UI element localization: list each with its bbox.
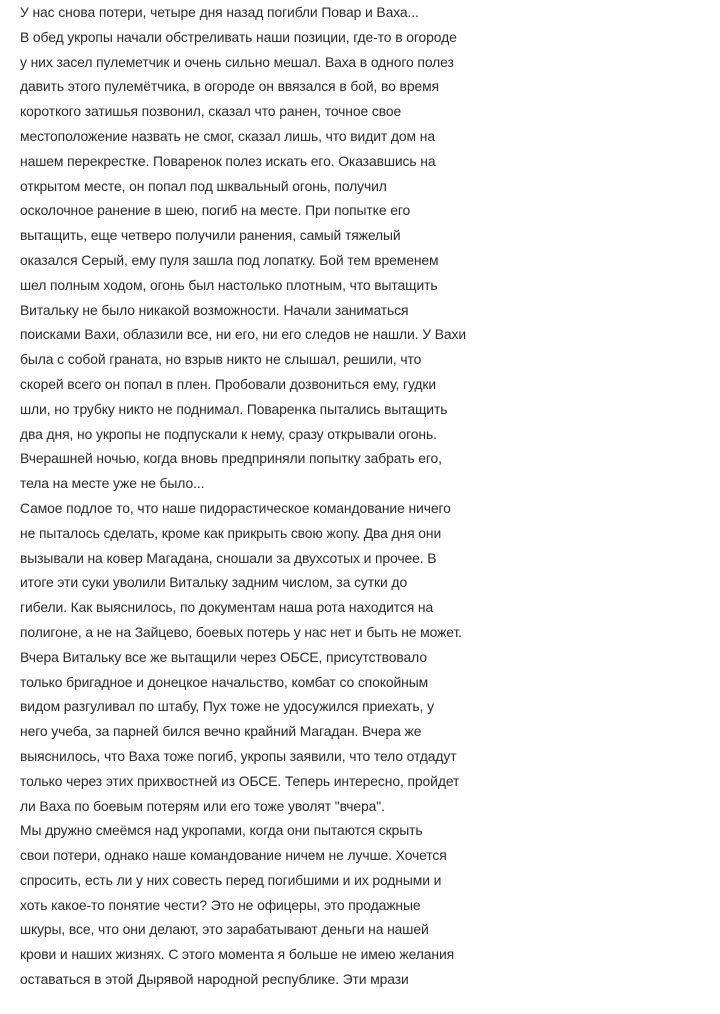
text-line: давить этого пулемётчика, в огороде он ввязался в бой, во время	[20, 78, 439, 95]
text-line: была с собой граната, но взрыв никто не слышал, решили, что	[20, 351, 422, 368]
text-line: вытащить, еще четверо получили ранения, самый тяжелый	[20, 227, 401, 244]
text-line: Вчерашней ночью, когда вновь предприняли попытку забрать его,	[20, 450, 442, 467]
text-line: крови и наших жизнях. С этого момента я больше не имею желания	[20, 946, 455, 963]
text-line: только через этих прихвостней из ОБСЕ. Теперь интересно, пройдет	[20, 772, 460, 789]
text-line: скорей всего он попал в плен. Пробовали дозвониться ему, гудки	[20, 375, 437, 392]
text-line: тела на месте уже не было...	[20, 475, 205, 492]
text-line: открытом месте, он попал под шквальный огонь, получил	[20, 177, 387, 194]
text-line: осколочное ранение в шею, погиб на месте. При попытке его	[20, 202, 411, 219]
text-line: не пыталось сделать, кроме как прикрыть свою жопу. Два дня они	[20, 524, 442, 541]
text-line: оказался Серый, ему пуля зашла под лопатку. Бой тем временем	[20, 251, 439, 268]
text-line: поисками Вахи, облазили все, ни его, ни его следов не нашли. У Вахи	[20, 326, 467, 343]
text-line: два дня, но укропы не подпускали к нему, сразу открывали огонь.	[20, 425, 437, 442]
text-line: У нас снова потери, четыре дня назад погибли Повар и Ваха...	[20, 4, 419, 20]
text-line: полигоне, а не на Зайцево, боевых потерь у нас нет и быть не может.	[20, 623, 462, 640]
text-line: шкуры, все, что они делают, это зарабатывают деньги на нашей	[20, 921, 429, 938]
text-line: Мы дружно смеёмся над укропами, когда они пытаются скрыть	[20, 822, 423, 839]
text-line: Вчера Витальку все же вытащили через ОБСЕ, присутствовало	[20, 648, 427, 665]
text-line: вызывали на ковер Магадана, сношали за двухсотых и прочее. В	[20, 549, 437, 566]
text-line: итоге эти суки уволили Витальку задним числом, за сутки до	[20, 574, 408, 591]
text-line: только бригадное и донецкое начальство, комбат со спокойным	[20, 673, 429, 690]
text-line: шли, но трубку никто не поднимал. Поваренка пытались вытащить	[20, 400, 448, 417]
text-line: гибели. Как выяснилось, по документам наша рота находится на	[20, 599, 434, 616]
text-line: Витальку не было никакой возможности. Начали заниматься	[20, 301, 409, 318]
text-line: нашем перекрестке. Поваренок полез искать его. Оказавшись на	[20, 152, 436, 169]
post-text	[20, 0, 720, 992]
text-line: спросить, есть ли у них совесть перед погибшими и их родными и	[20, 871, 442, 888]
text-line: короткого затишья позвонил, сказал что ранен, точное свое	[20, 103, 402, 120]
text-line: местоположение назвать не смог, сказал лишь, что видит дом на	[20, 127, 435, 144]
text-line: шел полным ходом, огонь был настолько плотным, что вытащить	[20, 276, 438, 293]
text-line: ли Ваха по боевым потерям или его тоже уволят "вчера".	[20, 797, 385, 814]
text-line: видом разгуливал по штабу, Пух тоже не удосужился приехать, у	[20, 698, 434, 715]
text-line: свои потери, однако наше командование ничем не лучше. Хочется	[20, 847, 447, 864]
text-line: у них засел пулеметчик и очень сильно мешал. Ваха в одного полез	[20, 53, 454, 70]
text-line: оставаться в этой Дырявой народной республике. Эти мрази	[20, 971, 409, 988]
text-line: Самое подлое то, что наше пидорастическое командование ничего	[20, 499, 451, 516]
text-line: выяснилось, что Ваха тоже погиб, укропы заявили, что тело отдадут	[20, 747, 457, 764]
text-line: В обед укропы начали обстреливать наши позиции, где-то в огороде	[20, 28, 457, 45]
text-line: него учеба, за парней бился вечно крайний Магадан. Вчера же	[20, 723, 422, 740]
text-line: хоть какое-то понятие чести? Это не офицеры, это продажные	[20, 896, 421, 913]
